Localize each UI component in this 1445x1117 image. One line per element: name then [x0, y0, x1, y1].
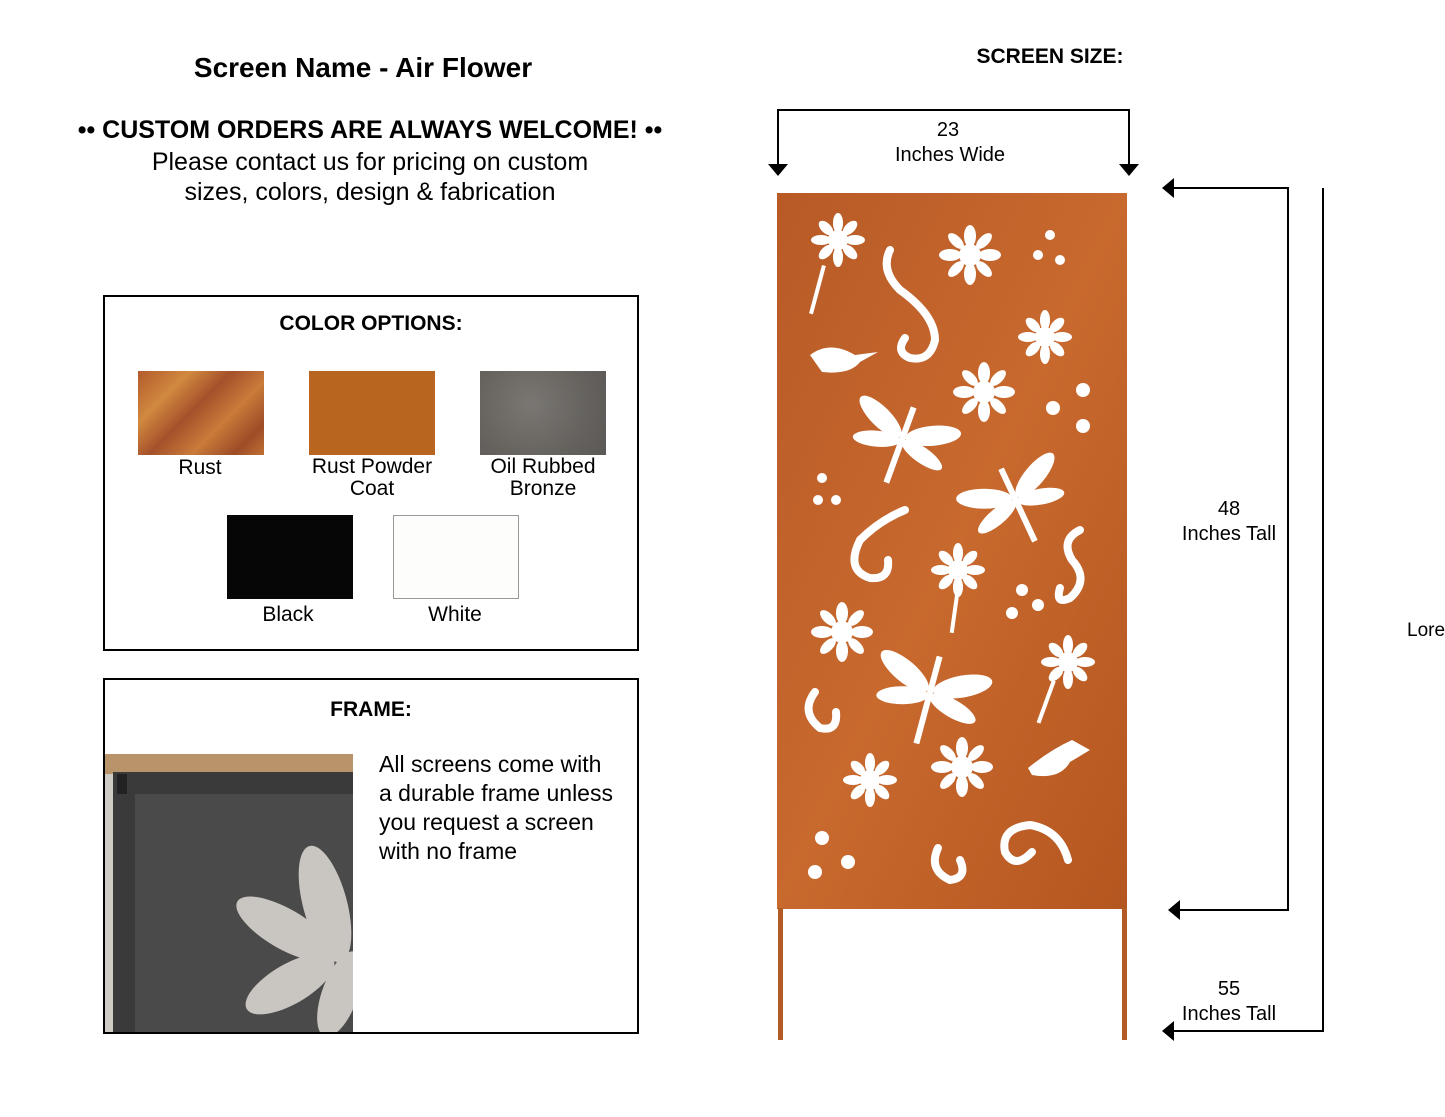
width-value: 23 — [936, 119, 960, 141]
swatch-label-rust-powder-coat: Rust Powder Coat — [311, 455, 433, 500]
height-unit: Inches Tall — [1181, 523, 1277, 545]
width-arrow-left — [768, 164, 788, 176]
custom-orders-line-2: sizes, colors, design & fabrication — [184, 178, 556, 206]
width-arrow-right — [1119, 164, 1139, 176]
screen-leg-right — [1122, 908, 1127, 1040]
height-value: 48 — [1217, 498, 1241, 520]
total-height-bracket — [1172, 188, 1323, 1031]
screen-panel — [777, 193, 1127, 909]
height-arrow-bottom — [1168, 900, 1180, 920]
color-options-panel — [103, 295, 639, 651]
swatch-label-oil-rubbed-bronze: Oil Rubbed Bronze — [490, 455, 596, 500]
total-height-unit: Inches Tall — [1181, 1003, 1277, 1025]
swatch-white[interactable] — [393, 515, 519, 599]
width-unit: Inches Wide — [894, 144, 1006, 166]
height-arrow-top — [1162, 178, 1174, 198]
total-height-value: 55 — [1217, 978, 1241, 1000]
swatch-oil-rubbed-bronze[interactable] — [480, 371, 606, 455]
height-bracket — [1172, 188, 1288, 910]
total-height-arrow — [1162, 1021, 1174, 1041]
screen-leg-left — [778, 908, 783, 1040]
color-options-title: COLOR OPTIONS: — [279, 312, 463, 335]
frame-description: All screens come with a durable frame unless you request a screen with no frame — [379, 751, 613, 864]
custom-orders-heading: •• CUSTOM ORDERS ARE ALWAYS WELCOME! •• — [77, 116, 663, 144]
swatch-label-black: Black — [262, 603, 314, 626]
screen-size-diagram — [760, 100, 1360, 1060]
custom-orders-line-1: Please contact us for pricing on custom — [151, 148, 589, 176]
page-title: Screen Name - Air Flower — [193, 52, 533, 83]
cutoff-text: Lore — [1407, 620, 1445, 641]
swatch-rust[interactable] — [138, 371, 264, 455]
screen-size-title: SCREEN SIZE: — [976, 45, 1124, 68]
swatch-label-rust: Rust — [178, 456, 222, 479]
frame-photo — [105, 754, 353, 1032]
frame-title: FRAME: — [330, 698, 412, 721]
frame-panel — [103, 678, 639, 1034]
swatch-black[interactable] — [227, 515, 353, 599]
swatch-rust-powder-coat[interactable] — [309, 371, 435, 455]
swatch-label-white: White — [428, 603, 482, 626]
